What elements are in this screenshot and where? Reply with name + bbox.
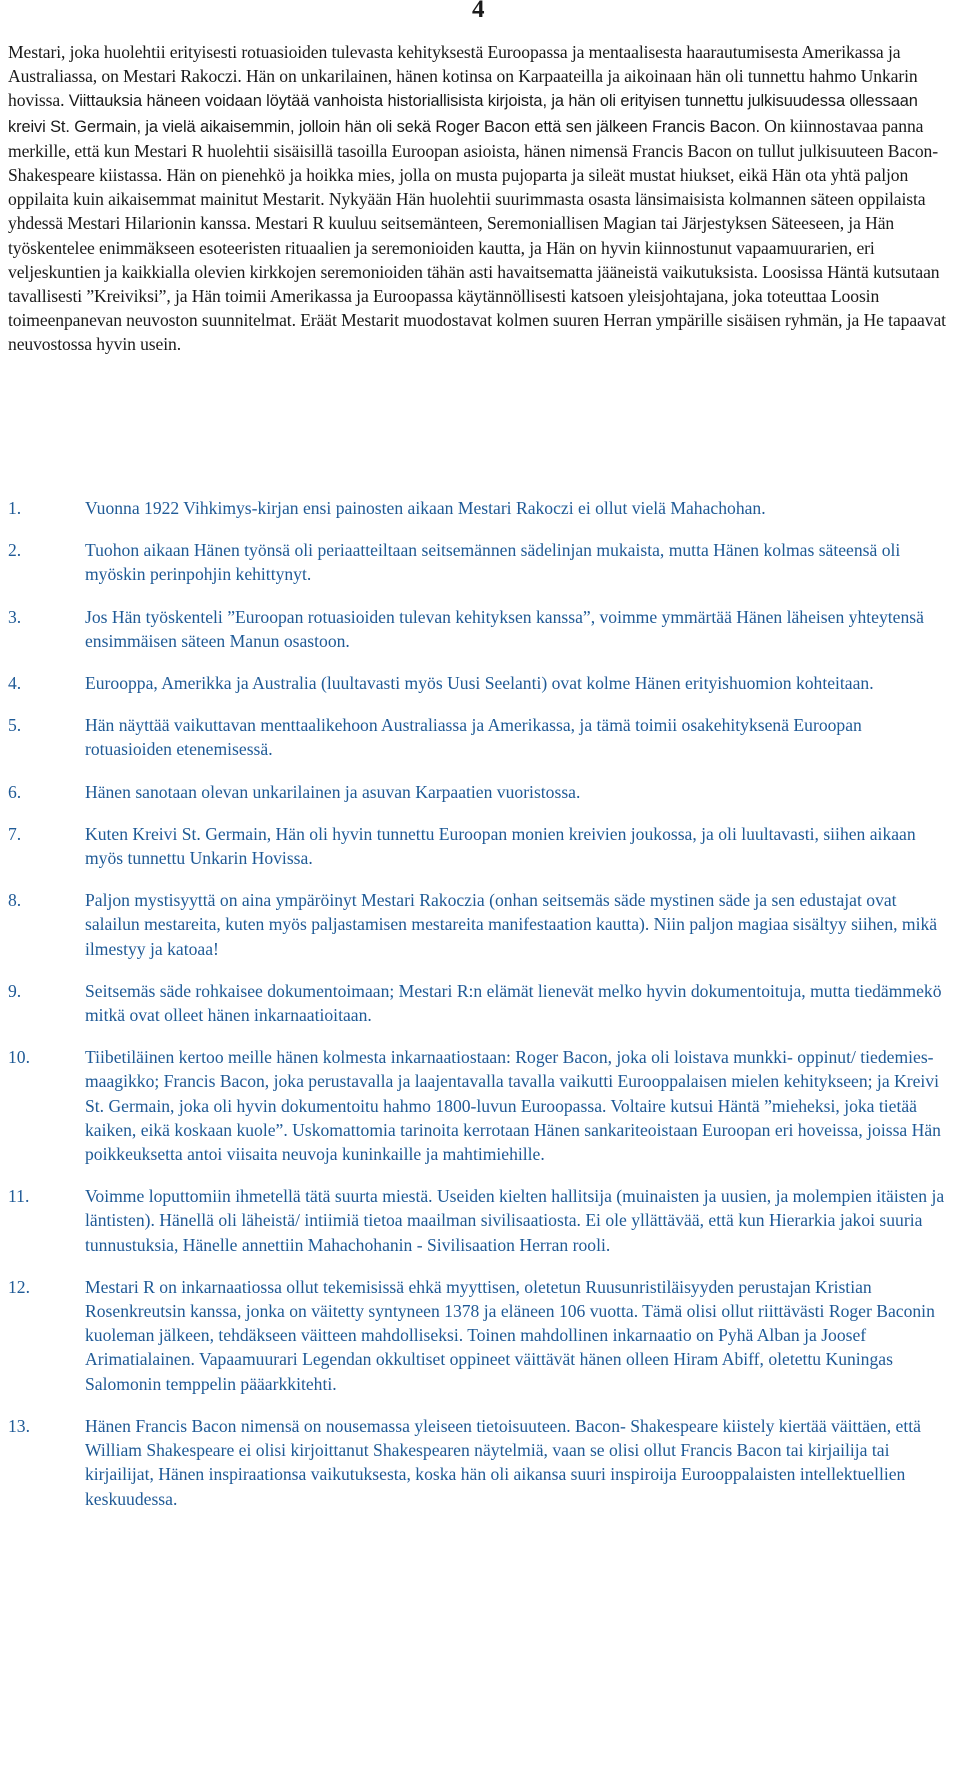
footnote-item	[8, 605, 956, 653]
footnote-text: Kuten Kreivi St. Germain, Hän oli hyvin tunnettu Euroopan monien kreivien joukossa, ja oli luultavasti, siihen aikaan myös tunnettu Unkarin Hovissa.	[85, 823, 916, 869]
footnote-text: Hänen sanotaan olevan unkarilainen ja asuvan Karpaatien vuoristossa.	[85, 781, 581, 802]
intro-paragraph	[8, 40, 956, 357]
footnote-number: 1.	[8, 498, 22, 518]
footnote-number: 2.	[8, 540, 22, 561]
footnote-text: Voimme loputtomiin ihmetellä tätä suurta miestä. Useiden kielten hallitsija (muinaisten ja uusien, ja molempien itäisten ja läntisten). Hänellä oli läheistä/ intiimiä tietoa maailman sivilisaatiosta. Ei ole yllättävää, että kun Hierarkia jakoi suuria tunnustuksia, Hänelle annettiin Mahachohanin - Sivilisaation Herran rooli.	[85, 1186, 945, 1255]
footnote-text: Tuohon aikaan Hänen työnsä oli periaatteiltaan seitsemännen sädelinjan mukaista, mutta Hänen kolmas säteensä oli myöskin perinpohjin kehittynyt.	[85, 540, 901, 585]
footnote-number: 7.	[8, 823, 22, 844]
footnote-text: Seitsemäs säde rohkaisee dokumentoimaan; Mestari R:n elämät lienevät melko hyvin dokumentoituja, mutta tiedämmekö mitkä ovat olleet hänen inkarnaatioitaan.	[85, 980, 942, 1026]
page-number: 4	[472, 0, 485, 23]
footnote-item	[8, 1275, 956, 1396]
footnote-item	[8, 1045, 956, 1166]
footnote-number: 10.	[8, 1047, 30, 1068]
footnote-text: Mestari R on inkarnaatiossa ollut tekemisissä ehkä myyttisen, oletetun Ruusunristiläisyyden perustajan Kristian Rosenkreutsin kanssa, jonka on väitetty syntyneen 1378 ja eläneen 106 vuotta. Tämä olisi ollut riittävästi Roger Baconin kuoleman jälkeen, tehdäkseen väitteen mahdolliseksi. Toinen mahdollinen inkarnaatio on Pyhä Alban ja Joosef Arimatialainen. Vapaamuurari Legendan okkultiset oppineet väittävät hänen olleen Hiram Abiff, oletettu Kuningas Salomonin temppelin pääarkkitehti.	[85, 1276, 935, 1394]
footnote-number: 3.	[8, 606, 22, 627]
footnote-text: Vuonna 1922 Vihkimys-kirjan ensi painosten aikaan Mestari Rakoczi ei ollut vielä Mahachohan.	[85, 498, 766, 518]
footnote-item	[8, 979, 956, 1027]
footnote-number: 5.	[8, 715, 22, 736]
intro-text-part-3: On kiinnostavaa panna merkille, että kun Mestari R huolehtii sisäisillä tasoilla Euroopan asioista, hänen nimensä Francis Bacon on tullut julkisuuteen Bacon-Shakespeare kiistassa. Hän on pienehkö ja hoikka mies, jolla on musta pujoparta ja sileät mustat hiukset, eikä Hän ota yhtä paljon oppilaita kuin aikaisemmat mainitut Mestarit. Nykyään Hän huolehtii suurimmasta osasta länsimaisista kolmannen säteen oppilaista yhdessä Mestari Hilarionin kanssa. Mestari R kuuluu seitsemänteen, Seremoniallisen Magian tai Järjestyksen Säteeseen, ja Hän työskentelee enimmäkseen esoteeristen rituaalien ja seremonioiden kautta, ja Hän on hyvin kiinnostunut vapaamuurarien, eri veljeskuntien ja kaikkialla olevien kirkkojen seremonioiden tähän asti havaitsematta jääneistä vaikutuksista. Loosissa Häntä kutsutaan tavallisesti ”Kreiviksi”, ja Hän toimii Amerikassa ja Euroopassa käytännöllisesti katsoen yleisjohtajana, joka toteuttaa Loosin toimeenpanevan neuvoston suunnitelmat. Eräät Mestarit muodostavat kolmen suuren Herran ympärille sisäisen ryhmän, ja He tapaavat neuvostossa hyvin usein.	[8, 115, 946, 355]
footnote-item	[8, 822, 956, 870]
footnote-number: 8.	[8, 890, 22, 911]
footnote-number: 4.	[8, 673, 22, 694]
footnote-text: Eurooppa, Amerikka ja Australia (luultavasti myös Uusi Seelanti) ovat kolme Hänen erityishuomion kohteitaan.	[85, 673, 874, 694]
footnote-number: 11.	[8, 1186, 30, 1207]
intro-text-part-2: Viittauksia häneen voidaan löytää vanhoista historiallisista kirjoista, ja hän oli erityisen tunnettu julkisuudessa ollessaan kreivi St. Germain, ja vielä aikaisemmin, jolloin hän oli sekä Roger Bacon että sen jälkeen Francis Bacon.	[8, 92, 918, 136]
footnote-item	[8, 780, 956, 804]
footnote-item	[8, 538, 956, 586]
footnote-text: Jos Hän työskenteli ”Euroopan rotuasioiden tulevan kehityksen kanssa”, voimme ymmärtää Hänen läheisen yhteytensä ensimmäisen säteen Manun osastoon.	[85, 606, 924, 651]
footnote-number: 9.	[8, 980, 22, 1001]
intro-text-part-1: Mestari, joka huolehtii erityisesti rotuasioiden tulevasta kehityksestä Euroopassa ja mentaalisesta haarautumisesta Amerikassa ja Australiassa, on Mestari Rakoczi. Hän on unkarilainen, hänen kotinsa on Karpaateilla ja aikoinaan hän oli tunnettu hahmo Unkarin hovissa.	[8, 42, 918, 111]
footnote-number: 6.	[8, 781, 22, 802]
footnote-text: Hän näyttää vaikuttavan menttaalikehoon Australiassa ja Amerikassa, ja tämä toimii osakehityksenä Euroopan rotuasioiden etenemisessä.	[85, 715, 862, 760]
footnote-number: 13.	[8, 1415, 30, 1436]
footnote-item	[8, 888, 956, 961]
footnote-number: 12.	[8, 1276, 30, 1297]
footnote-item	[8, 671, 956, 695]
footnote-text: Hänen Francis Bacon nimensä on nousemassa yleiseen tietoisuuteen. Bacon- Shakespeare kiistely kiertää väittäen, että William Shakespeare ei olisi kirjoittanut Shakespearen näytelmiä, vaan se olisi ollut Francis Bacon tai kirjailija tai kirjailijat, Hänen inspiraationsa vaikutuksesta, koska hän oli aikansa suuri inspiroija Eurooppalaisten intellektuellien keskuudessa.	[85, 1415, 921, 1509]
footnote-list	[8, 496, 956, 1511]
footnote-item	[8, 713, 956, 761]
footnote-item	[8, 1184, 956, 1257]
footnote-item	[8, 496, 956, 520]
footnote-text: Tiibetiläinen kertoo meille hänen kolmesta inkarnaatiostaan: Roger Bacon, joka oli loistava munkki- oppinut/ tiedemies-maagikko; Francis Bacon, joka perustavalla ja laajentavalla tavalla vaikutti Eurooppalaisen mielen kehitykseen; ja Kreivi St. Germain, joka oli hyvin dokumentoitu hahmo 1800-luvun Euroopassa. Voltaire kutsui Häntä ”mieheksi, joka tietää kaiken, eikä koskaan kuole”. Uskomattomia tarinoita kerrotaan Hänen sankariteoistaan Euroopan eri hoveissa, joissa Hän poikkeuksetta antoi viisaita neuvoja kuninkaille ja mahtimiehille.	[85, 1047, 941, 1165]
footnote-text: Paljon mystisyyttä on aina ympäröinyt Mestari Rakoczia (onhan seitsemäs säde mystinen säde ja sen edustajat ovat salailun mestareita, kuten myös paljastamisen mestareita manifestaation kautta). Niin paljon magiaa sisältyy siihen, mikä ilmestyy ja katoaa!	[85, 890, 938, 959]
footnote-item	[8, 1414, 956, 1511]
